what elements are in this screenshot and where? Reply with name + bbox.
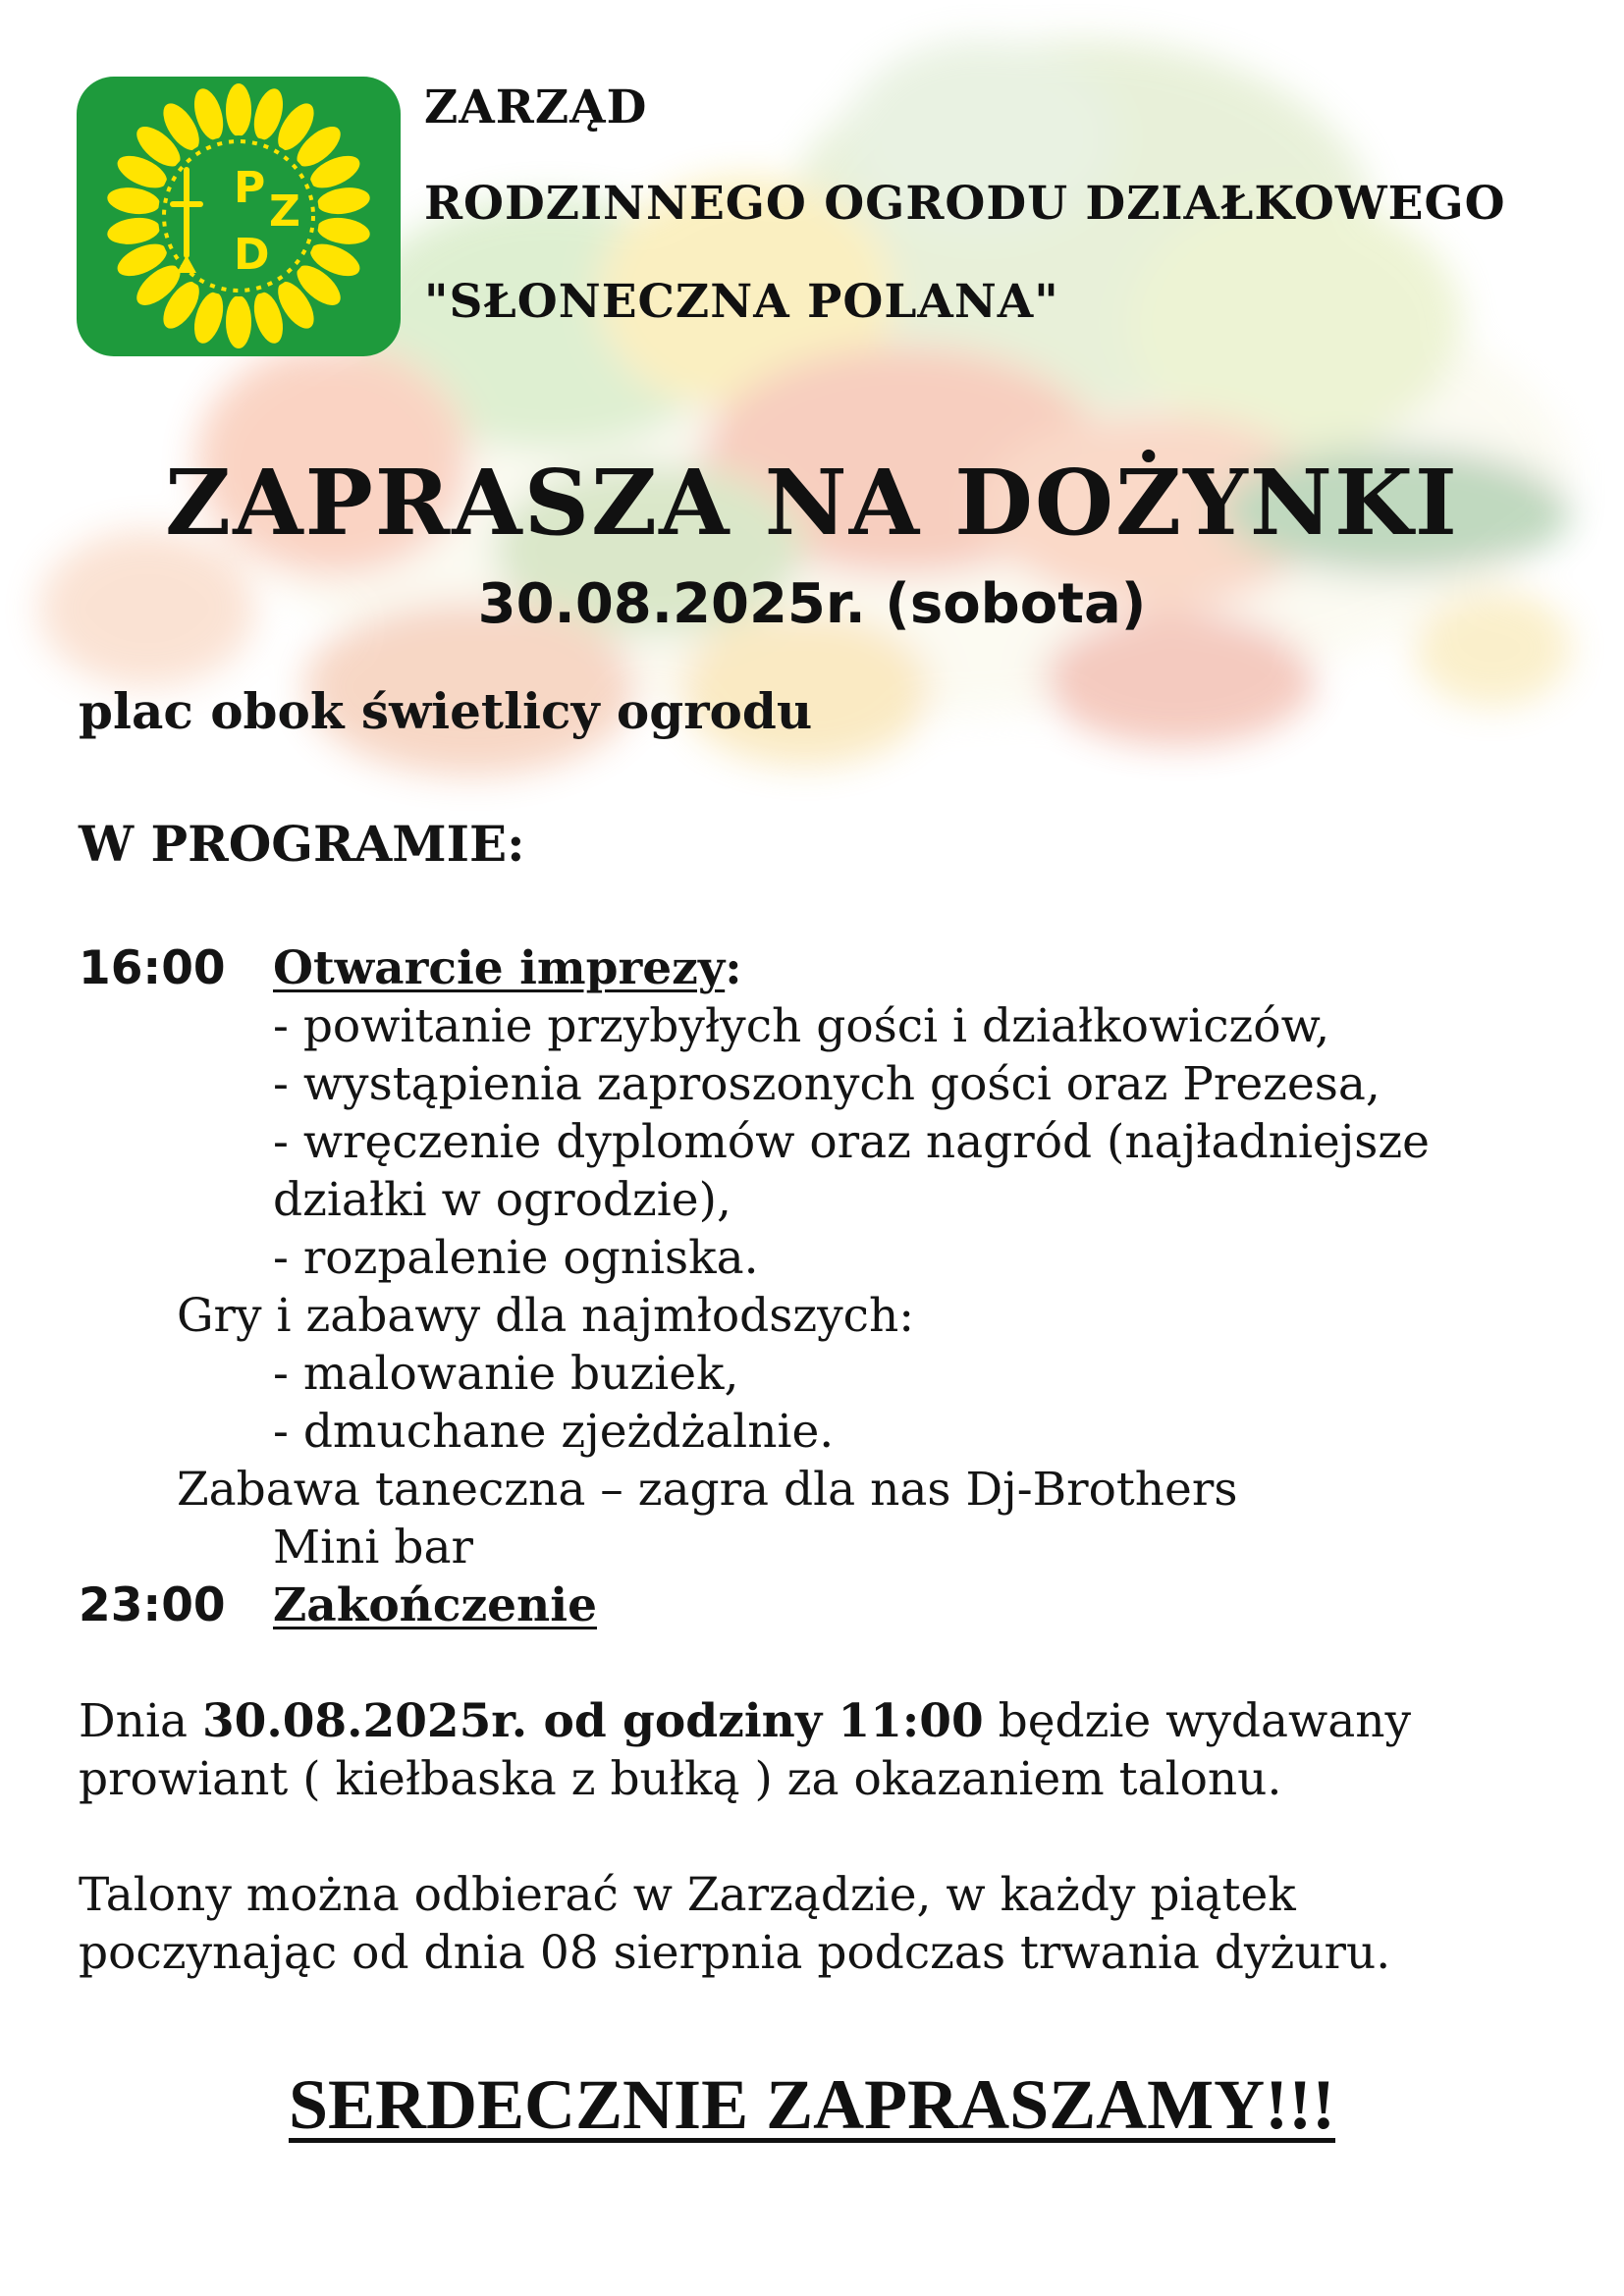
header-line-2: RODZINNEGO OGRODU DZIAŁKOWEGO bbox=[424, 177, 1506, 231]
logo-petal bbox=[225, 82, 252, 137]
logo-letter-p: P bbox=[234, 163, 266, 213]
program-opening-item: - rozpalenie ogniska. bbox=[273, 1231, 759, 1285]
program-start-time: 16:00 bbox=[79, 941, 226, 995]
program-opening-item: - wystąpienia zaproszonych gości oraz Prezesa, bbox=[273, 1057, 1380, 1111]
header-line-3: "SŁONECZNA POLANA" bbox=[424, 275, 1059, 329]
program-kids-title: Gry i zabawy dla najmłodszych: bbox=[177, 1289, 915, 1343]
page-title: ZAPRASZA NA DOŻYNKI bbox=[165, 450, 1459, 556]
info-distribution-line-2: prowiant ( kiełbaska z bułką ) za okazaniem talonu. bbox=[79, 1752, 1282, 1806]
info-distribution-line-1: Dnia 30.08.2025r. od godziny 11:00 będzie wydawany bbox=[79, 1694, 1412, 1748]
program-opening-item: działki w ogrodzie), bbox=[273, 1173, 731, 1227]
program-end-time: 23:00 bbox=[79, 1578, 226, 1632]
program-opening-item: - powitanie przybyłych gości i działkowiczów, bbox=[273, 999, 1330, 1053]
program-opening-title: Otwarcie imprezy: bbox=[273, 941, 742, 995]
info-vouchers-line-2: poczynając od dnia 08 sierpnia podczas trwania dyżuru. bbox=[79, 1926, 1391, 1980]
logo-letter-z: Z bbox=[269, 187, 300, 237]
program-kids-item: - dmuchane zjeżdżalnie. bbox=[273, 1405, 835, 1459]
program-bar: Mini bar bbox=[273, 1521, 473, 1575]
event-date: 30.08.2025r. (sobota) bbox=[477, 572, 1147, 636]
program-kids-item: - malowanie buziek, bbox=[273, 1347, 739, 1401]
header-line-1: ZARZĄD bbox=[424, 80, 648, 134]
program-dance: Zabawa taneczna – zagra dla nas Dj-Brothers bbox=[177, 1463, 1238, 1517]
pzd-sunflower-logo bbox=[77, 77, 401, 356]
program-heading: W PROGRAMIE: bbox=[79, 815, 525, 873]
logo-petal bbox=[225, 294, 252, 349]
closing-invitation: SERDECZNIE ZAPRASZAMY!!! bbox=[288, 2065, 1336, 2144]
program-end-title: Zakończenie bbox=[273, 1578, 597, 1632]
program-opening-item: - wręczenie dyplomów oraz nagród (najładniejsze bbox=[273, 1115, 1430, 1169]
logo-letter-d: D bbox=[234, 230, 270, 280]
venue: plac obok świetlicy ogrodu bbox=[79, 682, 813, 740]
info-vouchers-line-1: Talony można odbierać w Zarządzie, w każdy piątek bbox=[79, 1868, 1296, 1922]
